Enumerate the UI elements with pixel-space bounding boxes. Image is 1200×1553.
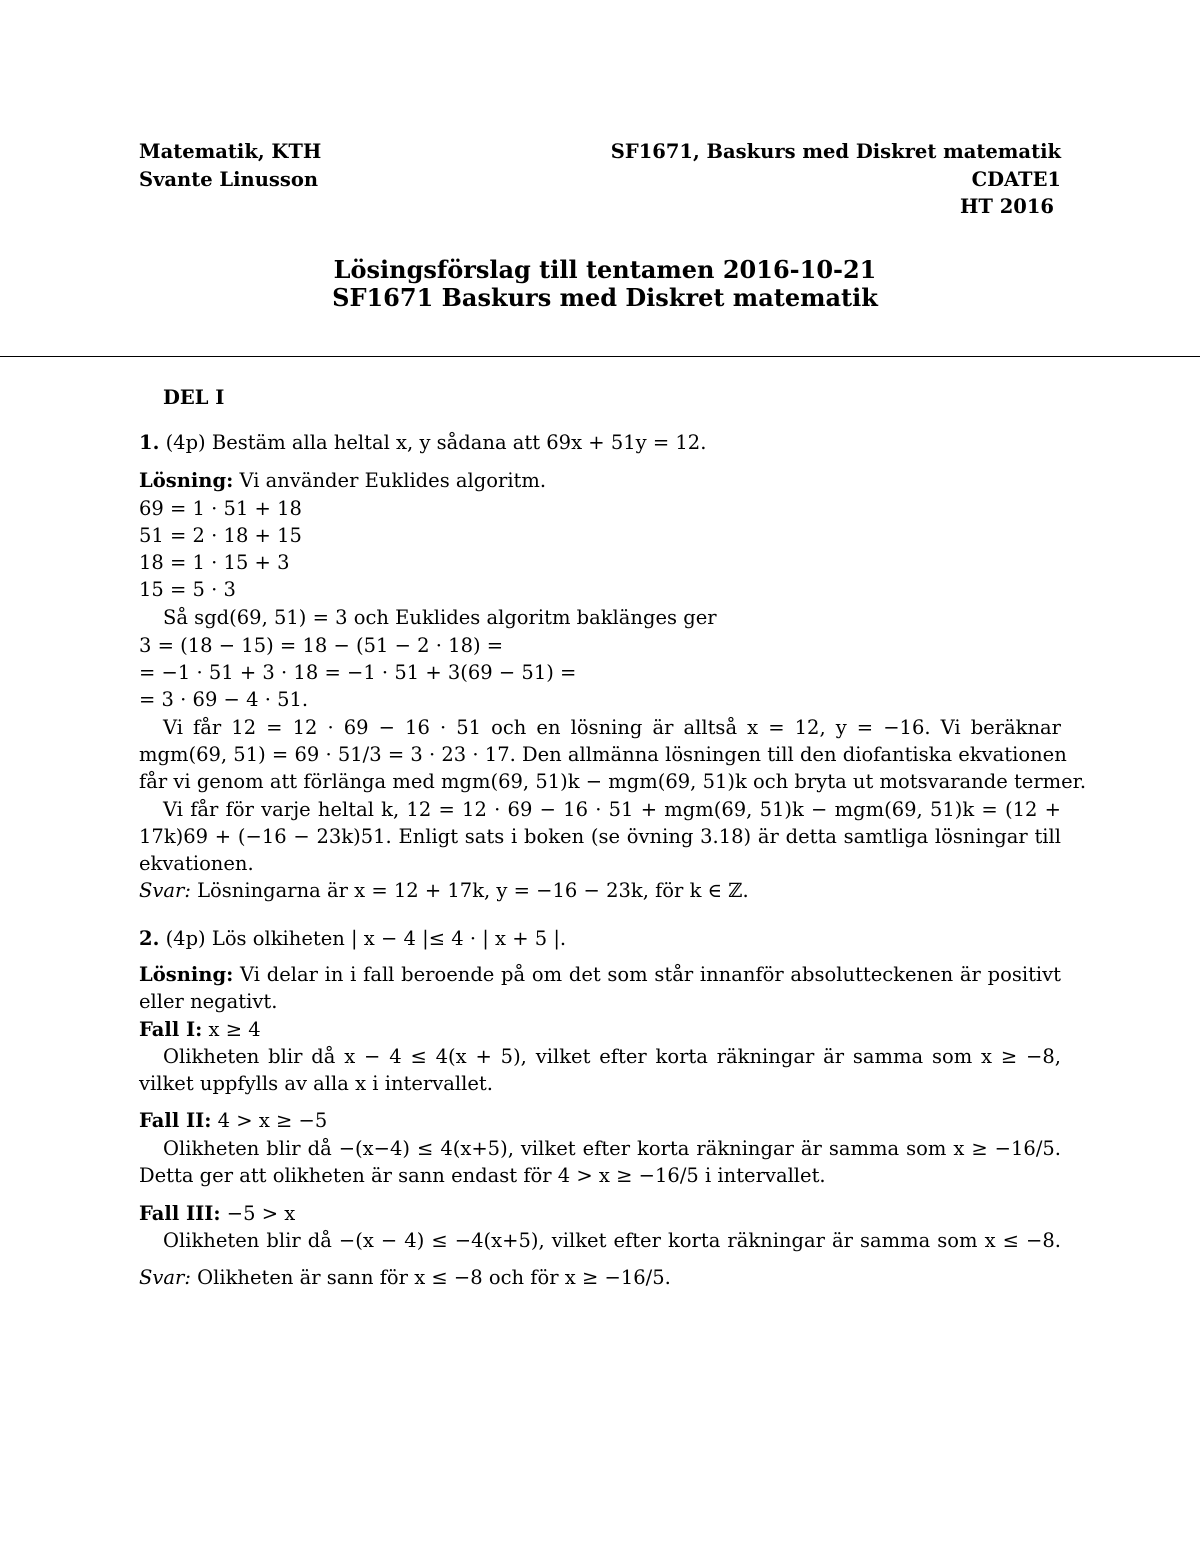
problem-2-statement bbox=[139, 929, 566, 949]
euclid-step: 18 = 1 · 15 + 3 bbox=[139, 551, 290, 574]
back-substitution-line: = −1 · 51 + 3 · 18 = −1 · 51 + 3(69 − 51) = bbox=[139, 661, 577, 684]
case-1-heading bbox=[139, 1020, 261, 1040]
problem-2-solution-intro bbox=[139, 965, 1061, 985]
paragraph-line: ekvationen. bbox=[139, 852, 254, 875]
header-institution: Matematik, KTH bbox=[139, 140, 322, 163]
gcd-line: Så sgd(69, 51) = 3 och Euklides algoritm baklänges ger bbox=[163, 606, 717, 629]
case-label: Fall II: bbox=[139, 1109, 212, 1132]
solution-intro-text: Vi använder Euklides algoritm. bbox=[239, 469, 547, 492]
title-divider bbox=[0, 356, 1200, 357]
paragraph-line: Vi får för varje heltal k, 12 = 12 · 69 − 16 · 51 + mgm(69, 51)k − mgm(69, 51)k = (12 + bbox=[163, 798, 1061, 821]
problem-1-statement bbox=[139, 433, 706, 453]
answer-label: Svar: bbox=[139, 1266, 191, 1289]
answer-label: Svar: bbox=[139, 879, 191, 902]
paragraph-line: mgm(69, 51) = 69 · 51/3 = 3 · 23 · 17. Den allmänna lösningen till den diofantiska ekvationen bbox=[139, 743, 1067, 766]
header-author: Svante Linusson bbox=[139, 168, 319, 191]
case-condition: 4 > x ≥ −5 bbox=[217, 1109, 328, 1132]
solution-label: Lösning: bbox=[139, 963, 234, 986]
paragraph-line: Olikheten blir då −(x − 4) ≤ −4(x+5), vilket efter korta räkningar är samma som x ≤ −8. bbox=[163, 1229, 1061, 1252]
document-title-line1: Lösingsförslag till tentamen 2016-10-21 bbox=[333, 255, 877, 284]
problem-1-text: (4p) Bestäm alla heltal x, y sådana att 69x + 51y = 12. bbox=[165, 431, 707, 454]
case-label: Fall I: bbox=[139, 1018, 203, 1041]
paragraph-line: 17k)69 + (−16 − 23k)51. Enligt sats i boken (se övning 3.18) är detta samtliga lösningar till bbox=[139, 825, 1061, 848]
back-substitution-line: 3 = (18 − 15) = 18 − (51 − 2 · 18) = bbox=[139, 634, 504, 657]
back-substitution-line: = 3 · 69 − 4 · 51. bbox=[139, 688, 309, 711]
answer-text: Lösningarna är x = 12 + 17k, y = −16 − 23k, för k ∈ ℤ. bbox=[197, 879, 749, 902]
section-heading: DEL I bbox=[163, 386, 225, 409]
problem-1-number: 1. bbox=[139, 431, 160, 454]
paragraph-line: Olikheten blir då −(x−4) ≤ 4(x+5), vilket efter korta räkningar är samma som x ≥ −16/5. bbox=[163, 1137, 1061, 1160]
case-condition: −5 > x bbox=[226, 1202, 296, 1225]
paragraph-line: Vi får 12 = 12 · 69 − 16 · 51 och en lösning är alltså x = 12, y = −16. Vi beräknar bbox=[163, 716, 1061, 739]
euclid-step: 15 = 5 · 3 bbox=[139, 578, 236, 601]
header-term: HT 2016 bbox=[960, 195, 1054, 218]
paragraph-line: eller negativt. bbox=[139, 990, 278, 1013]
header-course: SF1671, Baskurs med Diskret matematik bbox=[610, 140, 1061, 163]
case-condition: x ≥ 4 bbox=[208, 1018, 261, 1041]
problem-2-text: (4p) Lös olkiheten | x − 4 |≤ 4 · | x + 5 |. bbox=[165, 927, 567, 950]
problem-1-answer bbox=[139, 881, 749, 901]
paragraph-line: Olikheten blir då x − 4 ≤ 4(x + 5), vilket efter korta räkningar är samma som x ≥ −8, bbox=[163, 1045, 1061, 1068]
paragraph-line: får vi genom att förlänga med mgm(69, 51)k − mgm(69, 51)k och bryta ut motsvarande termer. bbox=[139, 770, 1087, 793]
euclid-step: 51 = 2 · 18 + 15 bbox=[139, 524, 302, 547]
case-label: Fall III: bbox=[139, 1202, 221, 1225]
document-title-line2: SF1671 Baskurs med Diskret matematik bbox=[332, 283, 878, 312]
paragraph-line: vilket uppfylls av alla x i intervallet. bbox=[139, 1072, 493, 1095]
solution-intro-text: Vi delar in i fall beroende på om det som står innanför absolutteckenen är positivt bbox=[240, 963, 1061, 986]
problem-2-answer bbox=[139, 1268, 671, 1288]
header-program: CDATE1 bbox=[971, 168, 1061, 191]
case-2-heading bbox=[139, 1111, 327, 1131]
paragraph-line: Detta ger att olikheten är sann endast för 4 > x ≥ −16/5 i intervallet. bbox=[139, 1164, 826, 1187]
case-3-heading bbox=[139, 1204, 295, 1224]
euclid-step: 69 = 1 · 51 + 18 bbox=[139, 497, 302, 520]
solution-label: Lösning: bbox=[139, 469, 234, 492]
problem-2-number: 2. bbox=[139, 927, 160, 950]
answer-text: Olikheten är sann för x ≤ −8 och för x ≥ −16/5. bbox=[197, 1266, 671, 1289]
problem-1-solution-intro bbox=[139, 471, 546, 491]
